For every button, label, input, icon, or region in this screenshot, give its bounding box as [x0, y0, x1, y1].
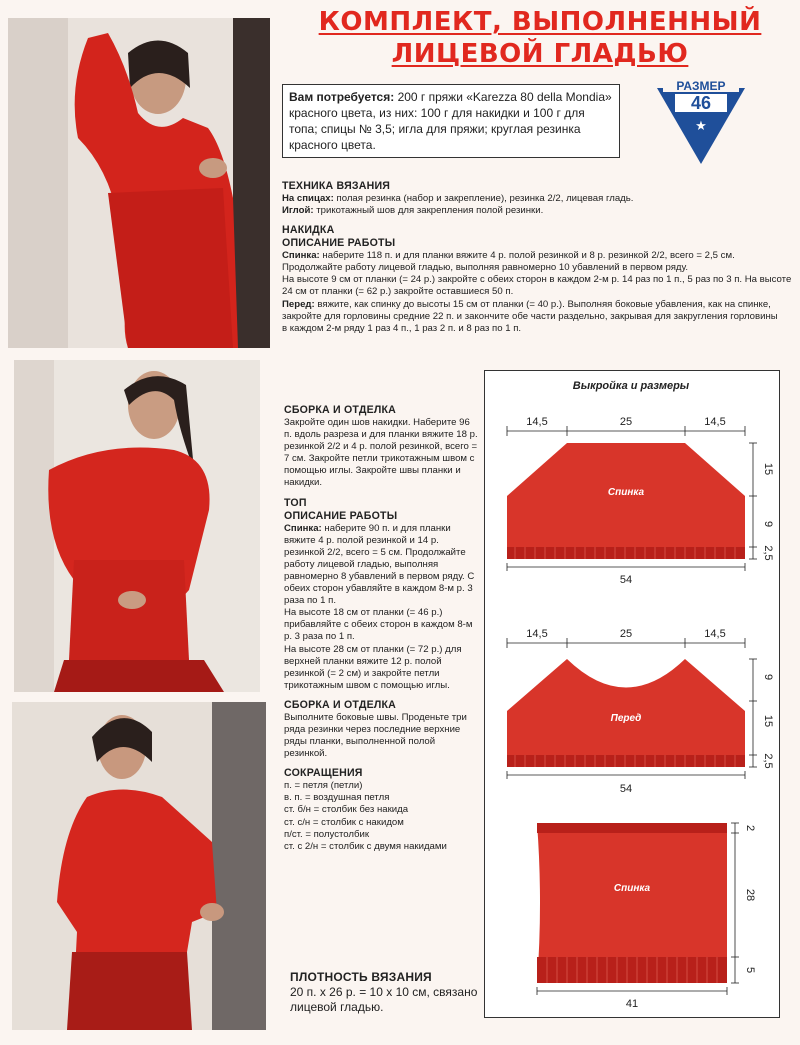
dim-bottom: 41 — [625, 998, 639, 1010]
size-value: 46 — [690, 93, 712, 113]
size-label: РАЗМЕР — [676, 79, 726, 93]
density-heading: ПЛОТНОСТЬ ВЯЗАНИЯ — [290, 970, 432, 984]
needle-label: Иглой: — [282, 205, 314, 217]
dim-right-3: 5 — [744, 966, 756, 974]
dim-top-left: 14,5 — [526, 416, 548, 428]
piece2-label: Перед — [610, 713, 642, 724]
cape-back-text: наберите 118 п. и для планки вяжите 4 р. полой резинкой и 8 р. резинкой 2/2, всего = 2,5 см. Продолжайте работу лицевой гладью, выполняя равномерно 10 убавлений в первом ряду. — [282, 250, 735, 274]
materials-label: Вам потребуется: — [289, 90, 395, 104]
needles-label: На спицах: — [282, 193, 334, 204]
cape-front-label: Перед: — [282, 298, 315, 310]
photo-model-top — [12, 702, 266, 1030]
assembly1-text: Закройте один шов накидки. Наберите 96 п. вдоль разреза и для планки вяжите 18 р. резинкой 2/2 и 4 р. полой резинкой, всего = 7 см. Закройте петли трикотажным швом с помощью иглы. Закройте швы планки и накидки. — [284, 417, 478, 489]
piece-cape-back — [507, 416, 774, 586]
top-text3: На высоте 28 см от планки (= 72 р.) для верхней планки вяжите 12 р. полой резинкой (= 2 см) и закройте петли трикотажным швом с помощью иглы. — [284, 643, 462, 691]
dim-right-2: 15 — [762, 714, 774, 728]
dim-top-mid: 25 — [619, 416, 633, 428]
abbrev-item: ст. с/н = столбик с накидом — [284, 816, 404, 828]
materials-text: 200 г пряжи «Karezza 80 della Mondia» красного цвета, из них: 100 г для накидки и 100 г для топа; спицы № 3,5; игла для пряжи; круглая резинка красного цвета. — [289, 90, 612, 152]
dim-top-left: 14,5 — [526, 628, 548, 640]
pattern-diagram — [484, 370, 780, 1018]
abbrev-item: в. п. = воздушная петля — [284, 792, 390, 804]
needle-text: трикотажный шов для закрепления полой резинки. — [313, 205, 544, 217]
assembly2-heading: СБОРКА И ОТДЕЛКА — [284, 698, 396, 711]
dim-right-3: 2,5 — [762, 545, 774, 561]
photo-model-cape — [8, 18, 270, 348]
abbrev-item: ст. б/н = столбик без накида — [284, 804, 409, 816]
dim-right-1: 15 — [762, 462, 774, 476]
density-section — [290, 970, 480, 1015]
pattern-title: Выкройка и размеры — [572, 380, 690, 392]
assembly1-heading: СБОРКА И ОТДЕЛКА — [284, 404, 396, 416]
title-line-2: ЛИЦЕВОЙ ГЛАДЬЮ — [391, 39, 689, 69]
piece-top-back — [537, 823, 756, 1010]
abbrev-heading: СОКРАЩЕНИЯ — [284, 767, 363, 780]
dim-right-2: 9 — [762, 520, 774, 528]
cape-heading: НАКИДКА — [282, 224, 335, 237]
size-badge — [655, 78, 747, 166]
dim-bottom: 54 — [619, 574, 633, 586]
photo-model-cape-top — [14, 360, 260, 692]
page-title — [300, 6, 780, 70]
dim-right-3: 2,5 — [762, 753, 774, 769]
dim-right-2: 28 — [744, 888, 756, 902]
assembly2-text: Выполните боковые швы. Проденьте три ряда резинки через последние верхние ряды планки, выполненной полой резинкой. — [284, 711, 467, 760]
abbrev-item: п/ст. = полустолбик — [284, 828, 370, 840]
cape-front-text: вяжите, как спинку до высоты 15 см от планки (= 40 р.). Выполняя боковые убавления, как на спинке, закройте для горловины средние 22 п. и закончите обе части раздельно, закрывая для закругления горловины в каждом 2-м ряду 1 раз 4 п., 1 раз 2 п. и 8 раз по 1 п. — [282, 298, 778, 334]
top-heading: ТОП — [284, 496, 307, 509]
cape-subheading: ОПИСАНИЕ РАБОТЫ — [282, 237, 396, 250]
dim-right-1: 9 — [762, 673, 774, 681]
top-subheading: ОПИСАНИЕ РАБОТЫ — [284, 509, 398, 522]
piece-cape-front — [507, 628, 774, 795]
piece1-label: Спинка — [607, 487, 645, 498]
top-back-label: Спинка: — [284, 522, 322, 534]
dim-right-1: 2 — [744, 824, 756, 832]
density-text: 20 п. х 26 р. = 10 х 10 см, связано лицевой гладью. — [290, 985, 478, 1014]
abbrev-item: ст. с 2/н = столбик с двумя накидами — [284, 840, 447, 852]
cape-back-label: Спинка: — [282, 250, 320, 262]
materials-box — [282, 84, 620, 158]
dim-bottom: 54 — [619, 783, 633, 795]
piece3-label: Спинка — [613, 883, 651, 894]
technique-heading: ТЕХНИКА ВЯЗАНИЯ — [282, 180, 391, 192]
dim-top-right: 14,5 — [704, 416, 726, 428]
needles-text: полая резинка (набор и закрепление), резинка 2/2, лицевая гладь. — [333, 193, 634, 204]
instructions-top — [282, 180, 792, 335]
dim-top-right: 14,5 — [704, 628, 726, 640]
abbrev-item: п. = петля (петли) — [284, 780, 363, 792]
top-back-text: наберите 90 п. и для планки вяжите 4 р. полой резинкой и 14 р. резинкой 2/2, всего = 5 см. Продолжайте работу лицевой гладью, выполняя равномерно 8 убавлений в первом ряду. С обеих сторон убавляйте в каждом 8-м р. 3 раза по 1 п. — [284, 522, 475, 607]
title-line-1: КОМПЛЕКТ, ВЫПОЛНЕННЫЙ — [318, 7, 762, 37]
top-text2: На высоте 18 см от планки (= 46 р.) прибавляйте с обеих сторон в каждом 8-м р. 3 раза по 1 п. — [284, 607, 473, 643]
instructions-left — [284, 368, 480, 853]
star-icon: ★ — [695, 119, 707, 134]
dim-top-mid: 25 — [619, 628, 633, 640]
cape-back-text2: На высоте 9 см от планки (= 24 р.) закройте с обеих сторон в каждом 2-м р. 14 раз по 1 п., 5 раз по 3 п. На высоте 24 см от планки (= 62 р.) закройте оставшиеся 50 п. — [282, 274, 792, 298]
